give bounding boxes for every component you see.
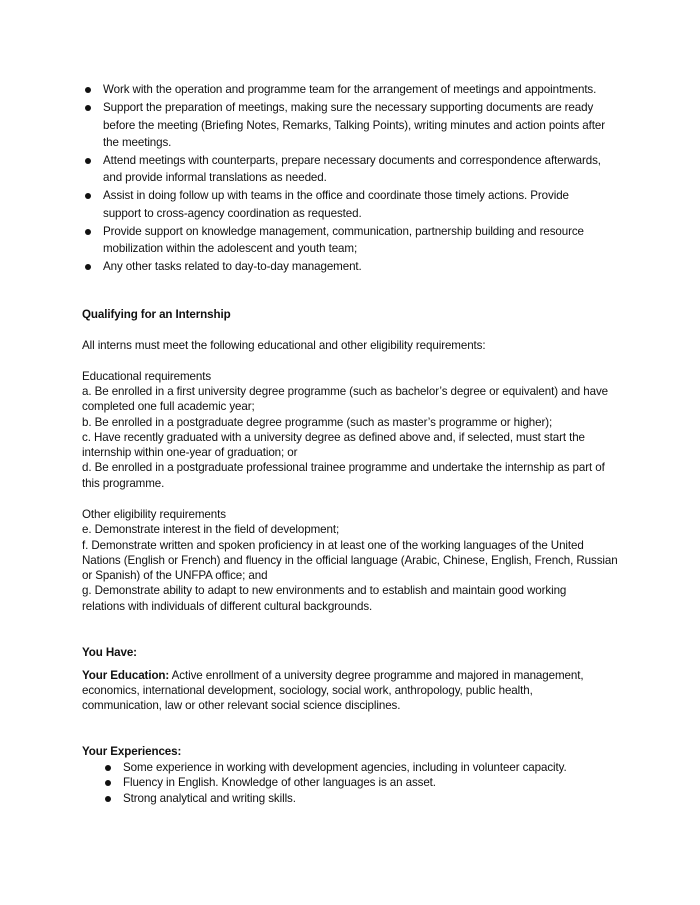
educational-line: d. Be enrolled in a postgraduate professional trainee programme and undertake the internship as part of <box>82 461 605 474</box>
list-item-continuation: before the meeting (Briefing Notes, Remarks, Talking Points), writing minutes and action points after <box>103 119 605 132</box>
educational-line: internship within one-year of graduation; or <box>82 446 298 459</box>
education-paragraph <box>82 668 583 683</box>
bullet-icon <box>85 193 91 199</box>
bullet-icon <box>85 158 91 164</box>
bullet-icon <box>85 105 91 111</box>
qualifying-intro: All interns must meet the following educational and other eligibility requirements: <box>82 339 486 352</box>
educational-line: b. Be enrolled in a postgraduate degree programme (such as master’s programme or higher); <box>82 416 553 429</box>
list-item-continuation: support to cross-agency coordination as requested. <box>103 207 362 220</box>
bullet-icon <box>85 229 91 235</box>
education-label: Your Education: <box>82 669 170 682</box>
experience-item: Strong analytical and writing skills. <box>123 792 296 805</box>
bullet-icon <box>105 765 111 771</box>
educational-line: a. Be enrolled in a first university degree programme (such as bachelor’s degree or equivalent) and have <box>82 385 609 398</box>
list-item: Assist in doing follow up with teams in the office and coordinate those timely actions. Provide <box>103 189 569 202</box>
list-item: Work with the operation and programme team for the arrangement of meetings and appointments. <box>103 83 597 96</box>
list-item: Attend meetings with counterparts, prepare necessary documents and correspondence afterwards, <box>103 154 601 167</box>
educational-line: c. Have recently graduated with a university degree as defined above and, if selected, must start the <box>82 431 585 444</box>
experience-item: Fluency in English. Knowledge of other languages is an asset. <box>123 776 436 789</box>
bullet-icon <box>85 264 91 270</box>
other-line: Nations (English or French) and fluency in the official language (Arabic, Chinese, English, French, Russian <box>82 554 618 567</box>
education-line: economics, international development, sociology, social work, anthropology, public health, <box>82 684 533 697</box>
bullet-icon <box>85 87 91 93</box>
educational-requirements-heading: Educational requirements <box>82 370 212 383</box>
other-line: e. Demonstrate interest in the field of development; <box>82 523 340 536</box>
list-item: Provide support on knowledge management, communication, partnership building and resource <box>103 225 584 238</box>
list-item: Any other tasks related to day-to-day management. <box>103 260 362 273</box>
other-requirements-heading: Other eligibility requirements <box>82 508 226 521</box>
section-heading-qualifying: Qualifying for an Internship <box>82 308 231 321</box>
educational-line: this programme. <box>82 477 165 490</box>
list-item: Support the preparation of meetings, making sure the necessary supporting documents are ready <box>103 101 594 114</box>
other-line: or Spanish) of the UNFPA office; and <box>82 569 268 582</box>
list-item-continuation: mobilization within the adolescent and youth team; <box>103 242 358 255</box>
other-line: g. Demonstrate ability to adapt to new environments and to establish and maintain good working <box>82 584 567 597</box>
list-item-continuation: the meetings. <box>103 136 172 149</box>
education-text: Active enrollment of a university degree programme and majored in management, <box>169 669 584 682</box>
bullet-icon <box>105 796 111 802</box>
other-line: f. Demonstrate written and spoken proficiency in at least one of the working languages of the United <box>82 539 584 552</box>
list-item-continuation: and provide informal translations as needed. <box>103 171 327 184</box>
other-line: relations with individuals of different cultural backgrounds. <box>82 600 373 613</box>
bullet-icon <box>105 780 111 786</box>
education-line: communication, law or other relevant social science disciplines. <box>82 699 401 712</box>
educational-line: completed one full academic year; <box>82 400 255 413</box>
experience-item: Some experience in working with development agencies, including in volunteer capacity. <box>123 761 567 774</box>
section-heading-you-have: You Have: <box>82 646 137 659</box>
experiences-heading: Your Experiences: <box>82 745 182 758</box>
